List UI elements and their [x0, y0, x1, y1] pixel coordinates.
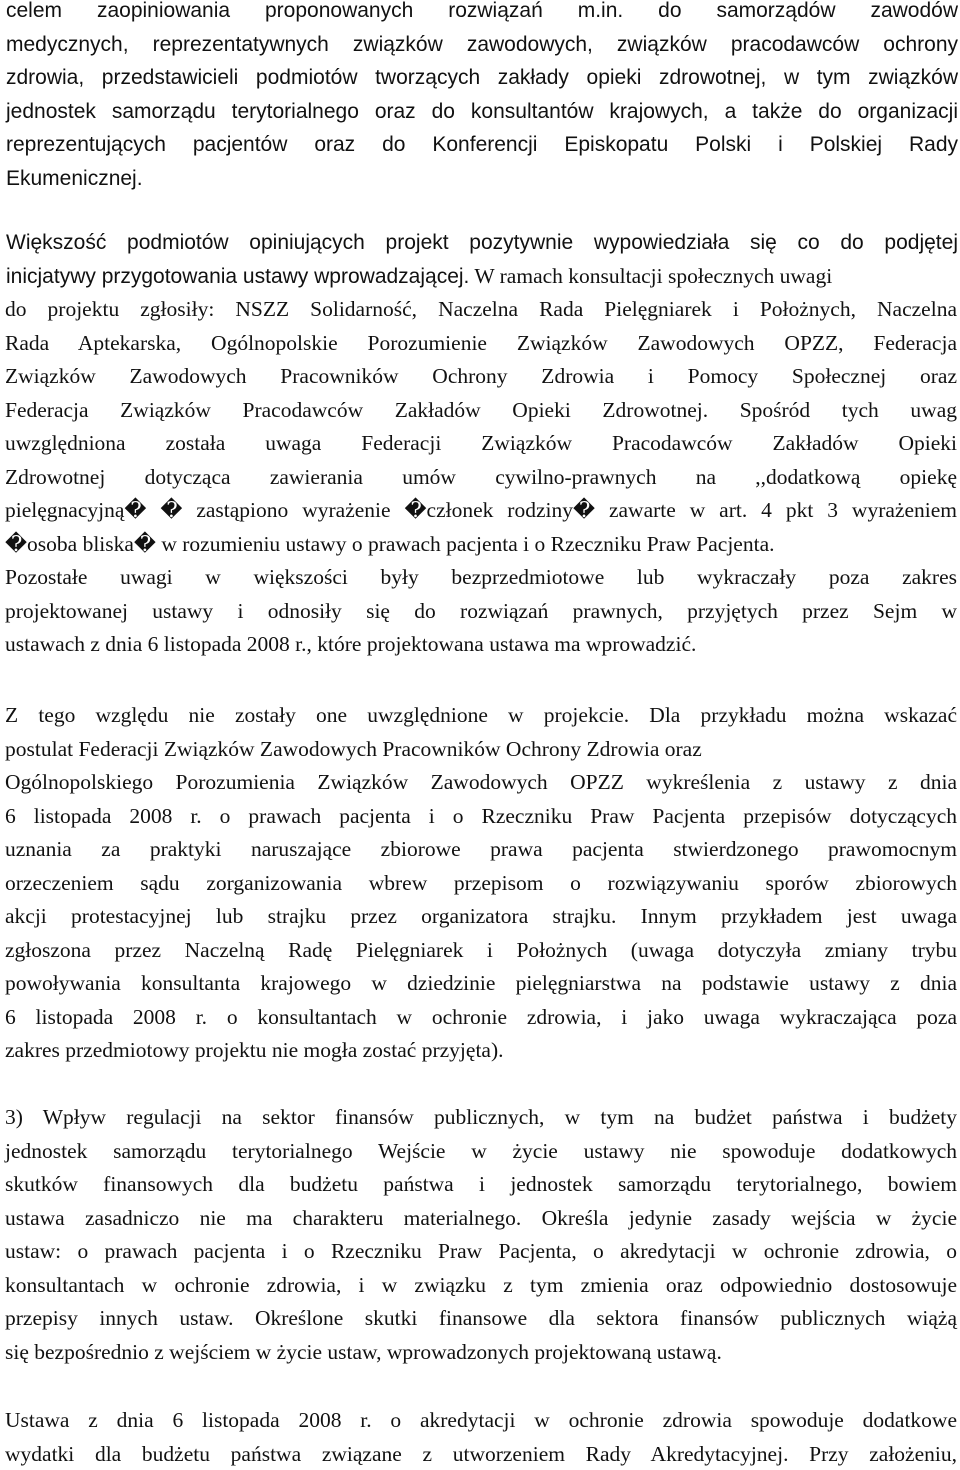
- text-line: projektowanej ustawy i odnosiły się do rozwiązań prawnych, przyjętych przez Sejm w: [5, 598, 957, 623]
- text-line: się bezpośrednio z wejściem w życie ustaw, wprowadzonych projektowaną ustawą.: [5, 1339, 722, 1364]
- text-line: ustaw: o prawach pacjenta i o Rzeczniku Praw Pacjenta, o akredytacji w ochronie zdrowia, o: [5, 1239, 957, 1263]
- text-line: przepisy innych ustaw. Określone skutki finansowe dla sektora finansów publicznych wiążą: [5, 1306, 957, 1330]
- paragraph-accreditation-costs: [0, 1404, 960, 1470]
- text-line: zdrowia, przedstawicieli podmiotów tworzących zakłady opieki zdrowotnej, w tym związków: [6, 66, 958, 89]
- text-line: medycznych, reprezentatywnych związków zawodowych, związków pracodawców ochrony: [6, 32, 958, 56]
- paragraph-rejected-remarks: [0, 699, 960, 1068]
- text-line: jednostek samorządu terytorialnego Wejście w życie ustawy nie spowoduje dodatkowych: [5, 1138, 957, 1163]
- text-line: Zdrowotnej dotycząca zawierania umów cywilno-prawnych na ,,dodatkową opiekę: [5, 464, 957, 489]
- text-line: celem zaopiniowania proponowanych rozwiązań m.in. do samorządów zawodów: [6, 0, 958, 22]
- text-line: powoływania konsultanta krajowego w dziedzinie pielęgniarstwa na podstawie ustawy z dnia: [5, 971, 957, 995]
- text-line: zgłoszona przez Naczelną Radę Pielęgniarek i Położnych (uwaga dotyczyła zmiany trybu: [5, 937, 957, 962]
- paragraph-consultation-remarks-continued: [0, 293, 960, 662]
- text-line: orzeczeniem sądu zorganizowania wbrew przepisom o rozwiązywaniu sporów zbiorowych: [5, 870, 957, 895]
- text-line: pielęgnacyjną� � zastąpiono wyrażenie �członek rodziny� zawarte w art. 4 pkt 3 wyrażeniem: [5, 498, 957, 522]
- text-line: uwzględniona została uwaga Federacji Związków Pracodawców Zakładów Opieki: [5, 431, 957, 455]
- text-line: konsultantach w ochronie zdrowia, i w związku z tym zmienia oraz odpowiednio dostosowuje: [5, 1272, 957, 1297]
- text-line-mixed: [0, 260, 958, 294]
- text-line: Ustawa z dnia 6 listopada 2008 r. o akredytacji w ochronie zdrowia spowoduje dodatkowe: [5, 1408, 957, 1432]
- text-line: ustawa zasadniczo nie ma charakteru materialnego. Określa jedynie zasady wejścia w życie: [5, 1205, 957, 1230]
- text-line: ustawach z dnia 6 listopada 2008 r., które projektowana ustawa ma wprowadzić.: [5, 632, 697, 656]
- text-line: �osoba bliska� w rozumieniu ustawy o prawach pacjenta i o Rzeczniku Praw Pacjenta.: [5, 531, 775, 556]
- text-line: zakres przedmiotowy projektu nie mogła zostać przyjęta).: [5, 1038, 504, 1062]
- paragraph-consultation-remarks: [0, 226, 960, 293]
- text-segment: inicjatywy przygotowania ustawy wprowadzającej.: [6, 264, 470, 288]
- text-line: akcji protestacyjnej lub strajku przez organizatora strajku. Innym przykładem jest uwaga: [5, 904, 957, 928]
- text-line: 6 listopada 2008 r. o prawach pacjenta i o Rzeczniku Praw Pacjenta przepisów dotyczących: [5, 803, 957, 828]
- text-line: postulat Federacji Związków Zawodowych Pracowników Ochrony Zdrowia oraz: [5, 736, 702, 761]
- text-line: Większość podmiotów opiniujących projekt pozytywnie wypowiedziała się co do podjętej: [6, 231, 958, 254]
- text-line: Rada Aptekarska, Ogólnopolskie Porozumienie Związków Zawodowych OPZZ, Federacja: [5, 330, 957, 355]
- text-line: 3) Wpływ regulacji na sektor finansów publicznych, w tym na budżet państwa i budżety: [5, 1105, 957, 1129]
- text-line: Z tego względu nie zostały one uwzględnione w projekcie. Dla przykładu można wskazać: [5, 703, 957, 727]
- text-line: Ogólnopolskiego Porozumienia Związków Zawodowych OPZZ wykreślenia z ustawy z dnia: [5, 770, 957, 794]
- text-line: reprezentujących pacjentów oraz do Konferencji Episkopatu Polski i Polskiej Rady: [6, 133, 958, 156]
- text-line: Ekumenicznej.: [6, 166, 143, 190]
- text-line: 6 listopada 2008 r. o konsultantach w ochronie zdrowia, i jako uwaga wykraczająca poza: [5, 1004, 957, 1029]
- paragraph-consultation-recipients: [0, 0, 960, 195]
- text-line: do projektu zgłosiły: NSZZ Solidarność, Naczelna Rada Pielęgniarek i Położnych, Naczelna: [5, 297, 957, 321]
- text-line: Federacja Związków Pracodawców Zakładów Opieki Zdrowotnej. Spośród tych uwag: [5, 397, 957, 422]
- text-line: Pozostałe uwagi w większości były bezprzedmiotowe lub wykraczały poza zakres: [5, 565, 957, 589]
- paragraph-public-finance-impact: [0, 1101, 960, 1369]
- text-line: uznania za praktyki naruszające zbiorowe prawa pacjenta stwierdzonego prawomocnym: [5, 837, 957, 861]
- text-line: wydatki dla budżetu państwa związane z utworzeniem Rady Akredytacyjnej. Przy założeniu,: [5, 1441, 957, 1466]
- text-segment: W ramach konsultacji społecznych uwagi: [469, 263, 833, 288]
- text-line: skutków finansowych dla budżetu państwa i jednostek samorządu terytorialnego, bowiem: [5, 1172, 957, 1196]
- text-line: jednostek samorządu terytorialnego oraz do konsultantów krajowych, a także do organizacji: [6, 99, 958, 123]
- text-line: Związków Zawodowych Pracowników Ochrony Zdrowia i Pomocy Społecznej oraz: [5, 364, 957, 388]
